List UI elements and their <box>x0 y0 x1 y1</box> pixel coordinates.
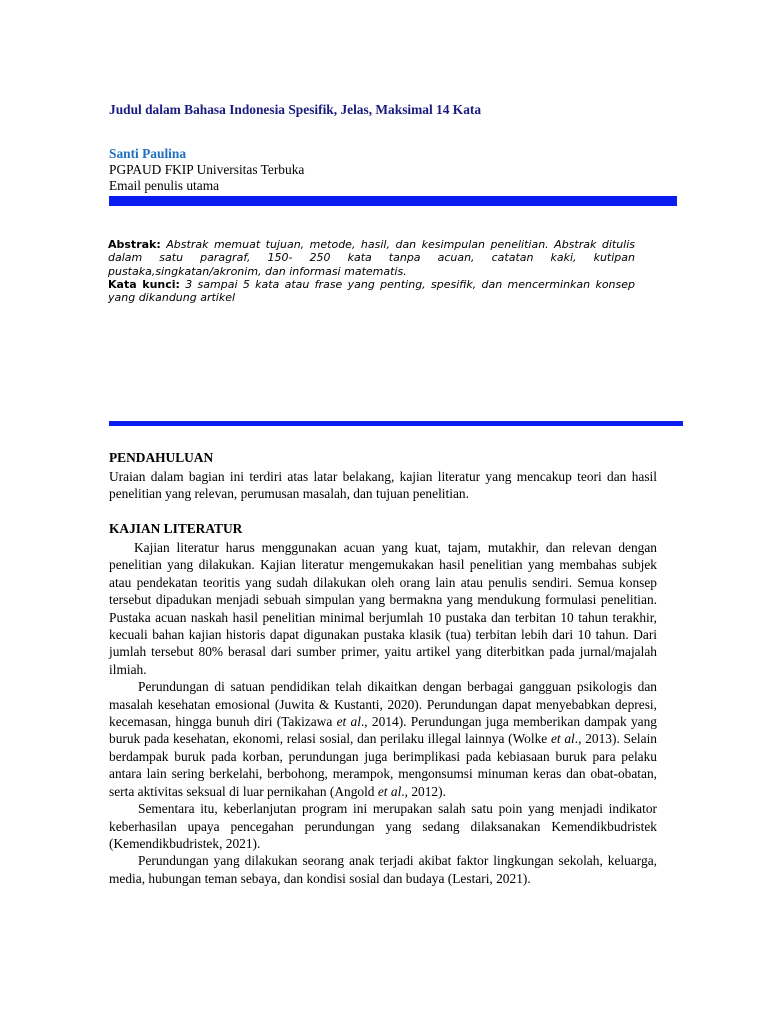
abstract-block <box>108 238 635 304</box>
literature-body <box>109 539 657 887</box>
keywords-text: 3 sampai 5 kata atau frase yang penting, spesifik, dan mencerminkan konsep yang dikandung artikel <box>108 277 636 305</box>
intro-paragraph: Uraian dalam bagian ini terdiri atas latar belakang, kajian literatur yang mencakup teori dan hasil penelitian yang relevan, perumusan masalah, dan tujuan penelitian. <box>109 469 657 502</box>
intro-text <box>109 468 657 503</box>
etal-2: et al <box>550 731 575 747</box>
literature-paragraph-4: Perundungan yang dilakukan seorang anak terjadi akibat faktor lingkungan sekolah, keluarga, media, hubungan teman sebaya, dan kondisi sosial dan budaya (Lestari, 2021). <box>109 853 657 886</box>
literature-paragraph-2 <box>109 678 657 800</box>
literature-paragraph-3: Sementara itu, keberlanjutan program ini merupakan salah satu poin yang menjadi indikator keberhasilan upaya pencegahan perundungan yang sedang dilaksanakan Kemendikbudristek (Kemendikbudristek, 2021). <box>109 801 657 851</box>
lit-p2-part-a: Perundungan di satuan pendidikan telah dikaitkan dengan berbagai gangguan psikologis dan masalah kesehatan emosional (Juwita & Kustanti, 2020). Perundungan dapat menyebabkan depresi, kecemasan, hingga bunuh diri (Takizawa <box>109 679 657 730</box>
abstract-paragraph <box>108 238 635 278</box>
author-affiliation: PGPAUD FKIP Universitas Terbuka <box>109 162 305 177</box>
lit-p2-part-b: ., 2014). Perundungan juga memberikan dampak yang buruk pada kesehatan, ekonomi, relasi sosial, dan perilaku illegal lainnya (Wolke <box>109 714 657 747</box>
abstract-rule <box>109 421 683 426</box>
intro-heading: PENDAHULUAN <box>109 450 214 465</box>
author-email: Email penulis utama <box>109 178 220 193</box>
article-title: Judul dalam Bahasa Indonesia Spesifik, Jelas, Maksimal 14 Kata <box>109 102 482 117</box>
lit-p2-part-c: ., 2013). Selain berdampak buruk pada korban, perundungan juga berimplikasi pada kebiasaan buruk para pelaku antara lain sering berkelahi, berbohong, merampok, mengonsumsi minuman keras dan obat-obatan, serta aktivitas seksual di luar pernikahan (Angold <box>109 731 658 799</box>
author-name: Santi Paulina <box>109 146 187 161</box>
literature-paragraph-1: Kajian literatur harus menggunakan acuan yang kuat, tajam, mutakhir, dan relevan dengan penelitian yang dilakukan. Kajian literatur mengemukakan hasil penelitian yang membahas subjek atau pendekatan teoritis yang sudah dilakukan oleh orang lain atau penulis sendiri. Semua konsep tersebut dipadukan menjadi sebuah simpulan yang bermakna yang mendukung formulasi penelitian. Pustaka acuan naskah hasil penelitian minimal berjumlah 10 pustaka dan terbitan 10 tahun terakhir, kecuali bahan kajian historis dapat digunakan pustaka klasik (tua) terbitan lebih dari 10 tahun. Dari jumlah tersebut 80% berasal dari sumber primer, yaitu artikel yang diterbitkan pada jurnal/majalah ilmiah. <box>109 540 657 677</box>
abstract-text: Abstrak memuat tujuan, metode, hasil, dan kesimpulan penelitian. Abstrak ditulis dalam satu paragraf, 150- 250 kata tanpa acuan, catatan kaki, kutipan pustaka,singkatan/akronim, dan informasi matematis. <box>108 238 636 278</box>
keywords-paragraph <box>108 278 635 305</box>
abstract-label: Abstrak: <box>108 238 161 251</box>
header-rule <box>109 196 677 206</box>
literature-heading: KAJIAN LITERATUR <box>109 521 243 536</box>
etal-3: et al <box>377 783 402 799</box>
lit-p2-part-d: ., 2012). <box>401 783 446 799</box>
etal-1: et al <box>336 714 361 730</box>
keywords-label: Kata kunci: <box>108 277 180 291</box>
